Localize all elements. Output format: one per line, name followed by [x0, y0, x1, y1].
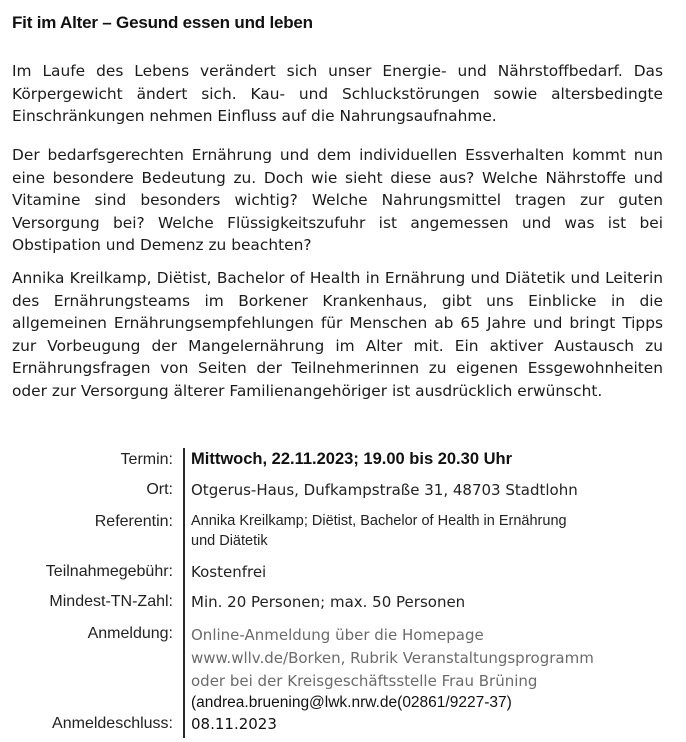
anmeldung-line2: www.wllv.de/Borken, Rubrik Veranstaltungsprogramm [191, 649, 594, 667]
ort-value: Otgerus-Haus, Dufkampstraße 31, 48703 Stadtlohn [191, 481, 578, 499]
gebuehr-value: Kostenfrei [191, 563, 267, 581]
questions-paragraph: Der bedarfsgerechten Ernährung und dem individuellen Essverhalten kommt nun eine besondere Bedeutung zu. Doch wie sieht diese aus? Welche Nährstoffe und Vitamine sind besonders wichtig? Welche Nahrungsmittel tragen zur guten Versorgung bei? Welche Flüssigkeitszufuhr ist angemessen und was ist bei Obstipation und Demenz zu beachten? [12, 146, 663, 255]
referentin-value-line1: Annika Kreilkamp; Diëtist, Bachelor of Health in Ernährung [191, 513, 567, 529]
anmeldung-line3: oder bei der Kreisgeschäftsstelle Frau Brüning [191, 672, 538, 690]
tn-zahl-value: Min. 20 Personen; max. 50 Personen [191, 593, 466, 611]
intro-paragraph: Im Laufe des Lebens verändert sich unser Energie- und Nährstoffbedarf. Das Körpergewicht ändert sich. Kau- und Schluckstörungen sowie altersbedingte Einschränkungen nehmen Einfluss auf die Nahrungsaufnahme. [12, 62, 663, 126]
page-title: Fit im Alter – Gesund essen und leben [12, 13, 313, 32]
termin-label: Termin: [120, 451, 173, 468]
speaker-paragraph: Annika Kreilkamp, Diëtist, Bachelor of Health in Ernährung und Diätetik und Leiterin des Ernährungsteams im Borkener Krankenhaus, gibt uns Einblicke in die allgemeinen Ernährungsempfehlungen für Menschen ab 65 Jahre und bringt Tipps zur Vorbeugung der Mangelernährung im Alter mit. Ein aktiver Austausch zu Ernährungsfragen von Seiten der Teilnehmerinnen zu eigenen Essgewohnheiten oder zur Versorgung älterer Familienangehöriger ist ausdrücklich erwünscht. [12, 269, 663, 400]
anmeldung-line1: Online-Anmeldung über die Homepage [191, 626, 484, 644]
anmeldung-label: Anmeldung: [87, 625, 173, 642]
gebuehr-label: Teilnahmegebühr: [45, 563, 173, 580]
tn-zahl-label: Mindest-TN-Zahl: [49, 593, 173, 610]
anmeldeschluss-label: Anmeldeschluss: [52, 715, 173, 732]
referentin-value-line2: und Diätetik [191, 533, 268, 549]
referentin-label: Referentin: [94, 513, 173, 530]
anmeldeschluss-value: 08.11.2023 [191, 715, 277, 733]
details-divider [183, 448, 185, 738]
termin-value: Mittwoch, 22.11.2023; 19.00 bis 20.30 Uhr [191, 450, 512, 468]
anmeldung-email-phone: (andrea.bruening@lwk.nrw.de(02861/9227-37) [191, 694, 512, 711]
ort-label: Ort: [146, 481, 173, 498]
